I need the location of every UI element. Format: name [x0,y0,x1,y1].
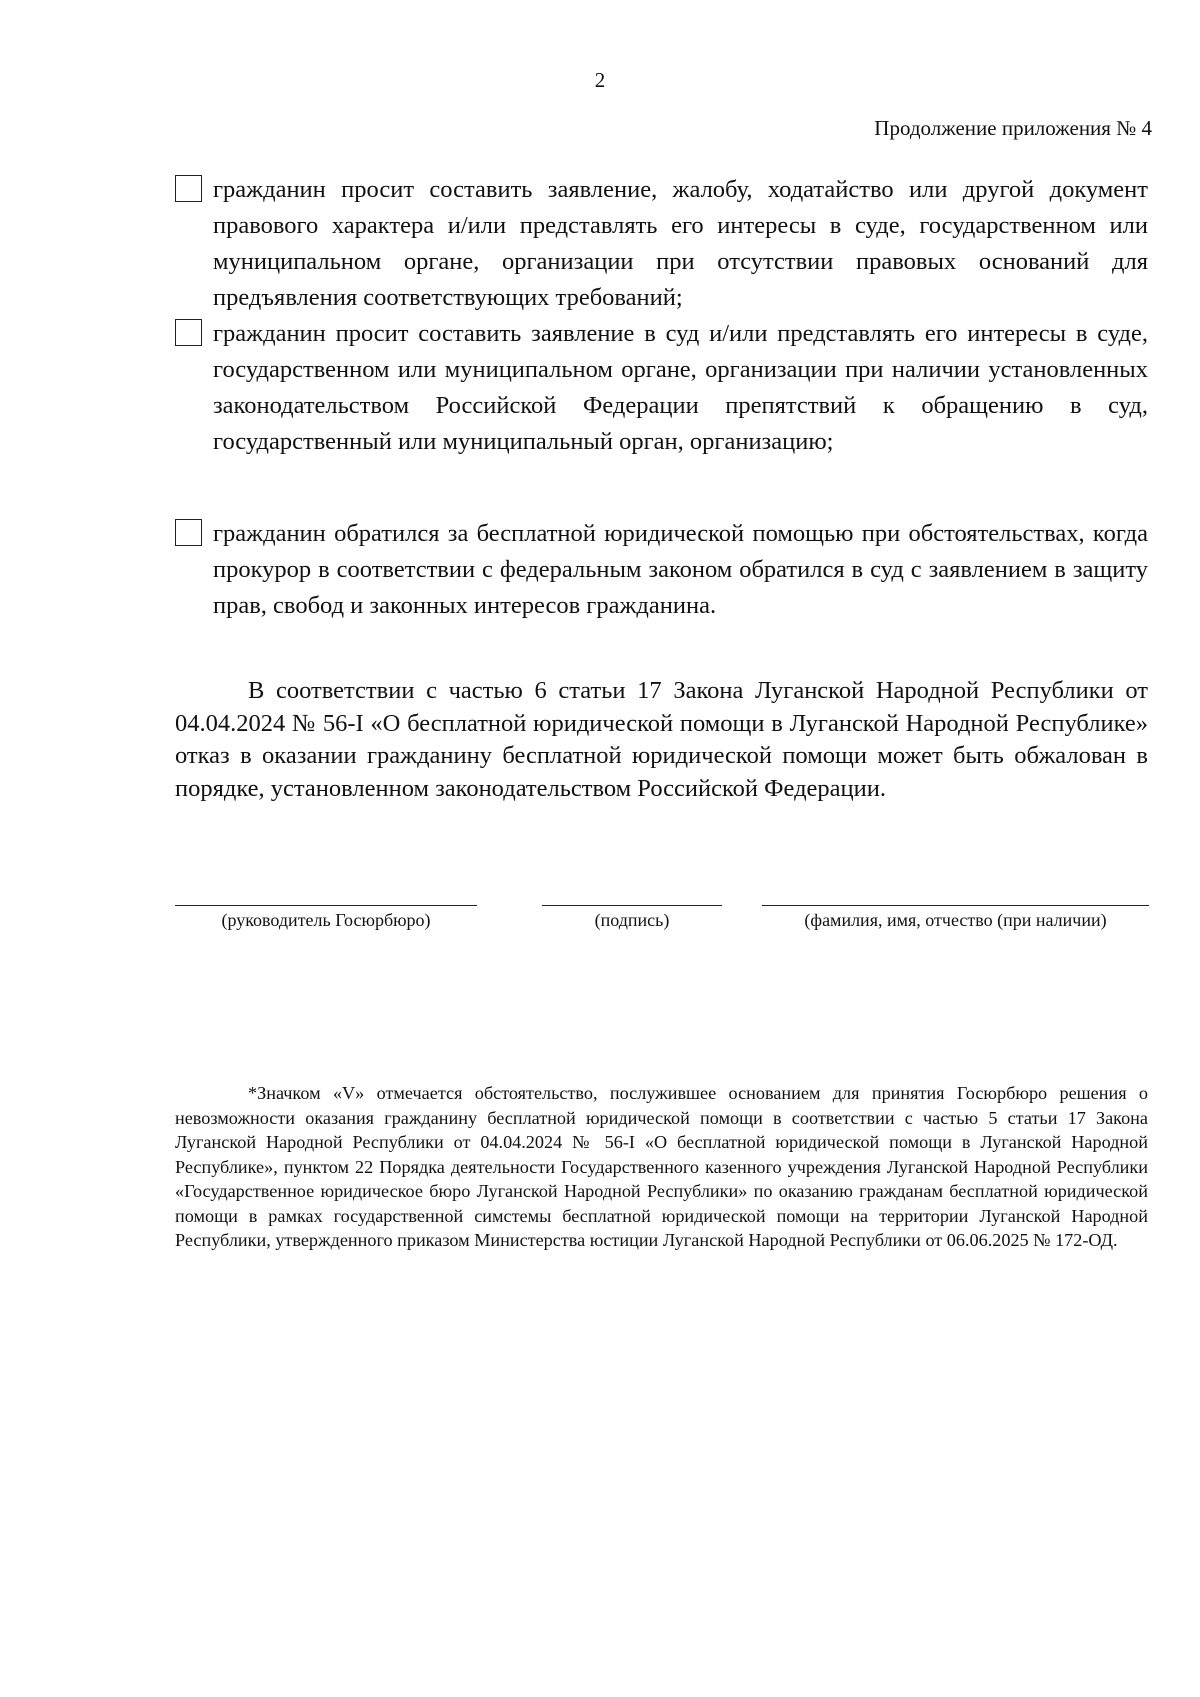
option-text: гражданин просит составить заявление в суд и/или представлять его интересы в суде, государственном или муниципальном органе, организации при наличии установленных законодательством Российской Федерации препятствий к обращению в суд, государственный или муниципальный орган, организацию; [213,320,1148,455]
option-text: гражданин обратился за бесплатной юридической помощью при обстоятельствах, когда прокурор в соответствии с федеральным законом обратился в суд с заявлением в защиту прав, свобод и законных интересов гражданина. [213,520,1148,619]
signature-sign-field [542,905,722,931]
footnote: *Значком «V» отмечается обстоятельство, послужившее основанием для принятия Госюрбюро решения о невозможности оказания гражданину бесплатной юридической помощи в соответствии с частью 5 статьи 17 Закона Луганской Народной Республики от 04.04.2024 № 56-I «О бесплатной юридической помощи в Луганской Народной Республике», пунктом 22 Порядка деятельности Государственного казенного учреждения Луганской Народной Республики «Государственное юридическое бюро Луганской Народной Республики» по оказанию гражданам бесплатной юридической помощи в рамках государственной симстемы бесплатной юридической помощи на территории Луганской Народной Республики, утвержденного приказом Министерства юстиции Луганской Народной Республики от 06.06.2025 № 172-ОД. [175,1083,1148,1250]
signature-line [762,905,1149,906]
signature-name-field [762,905,1149,931]
option-checkbox[interactable] [175,319,202,346]
appeal-paragraph: В соответствии с частью 6 статьи 17 Закона Луганской Народной Республики от 04.04.2024 № 56-I «О бесплатной юридической помощи в Луганской Народной Республике» отказ в оказании гражданину бесплатной юридической помощи может быть обжалован в порядке, установленном законодательством Российской Федерации. [175,677,1148,802]
signature-sign-caption: (подпись) [594,910,670,930]
option-text: гражданин просит составить заявление, жалобу, ходатайство или другой документ правового характера и/или представлять его интересы в суде, государственном или муниципальном органе, организации при отсутствии правовых оснований для предъявления соответствующих требований; [213,176,1148,311]
signature-line [175,905,477,906]
page-number: 2 [594,68,606,92]
signature-line [542,905,722,906]
signature-name-caption: (фамилия, имя, отчество (при наличии) [804,910,1107,930]
option-checkbox[interactable] [175,175,202,202]
signature-head-field [175,905,477,931]
signature-head-caption: (руководитель Госюрбюро) [221,910,431,930]
option-checkbox[interactable] [175,519,202,546]
appendix-continuation-title: Продолжение приложения № 4 [874,116,1152,140]
